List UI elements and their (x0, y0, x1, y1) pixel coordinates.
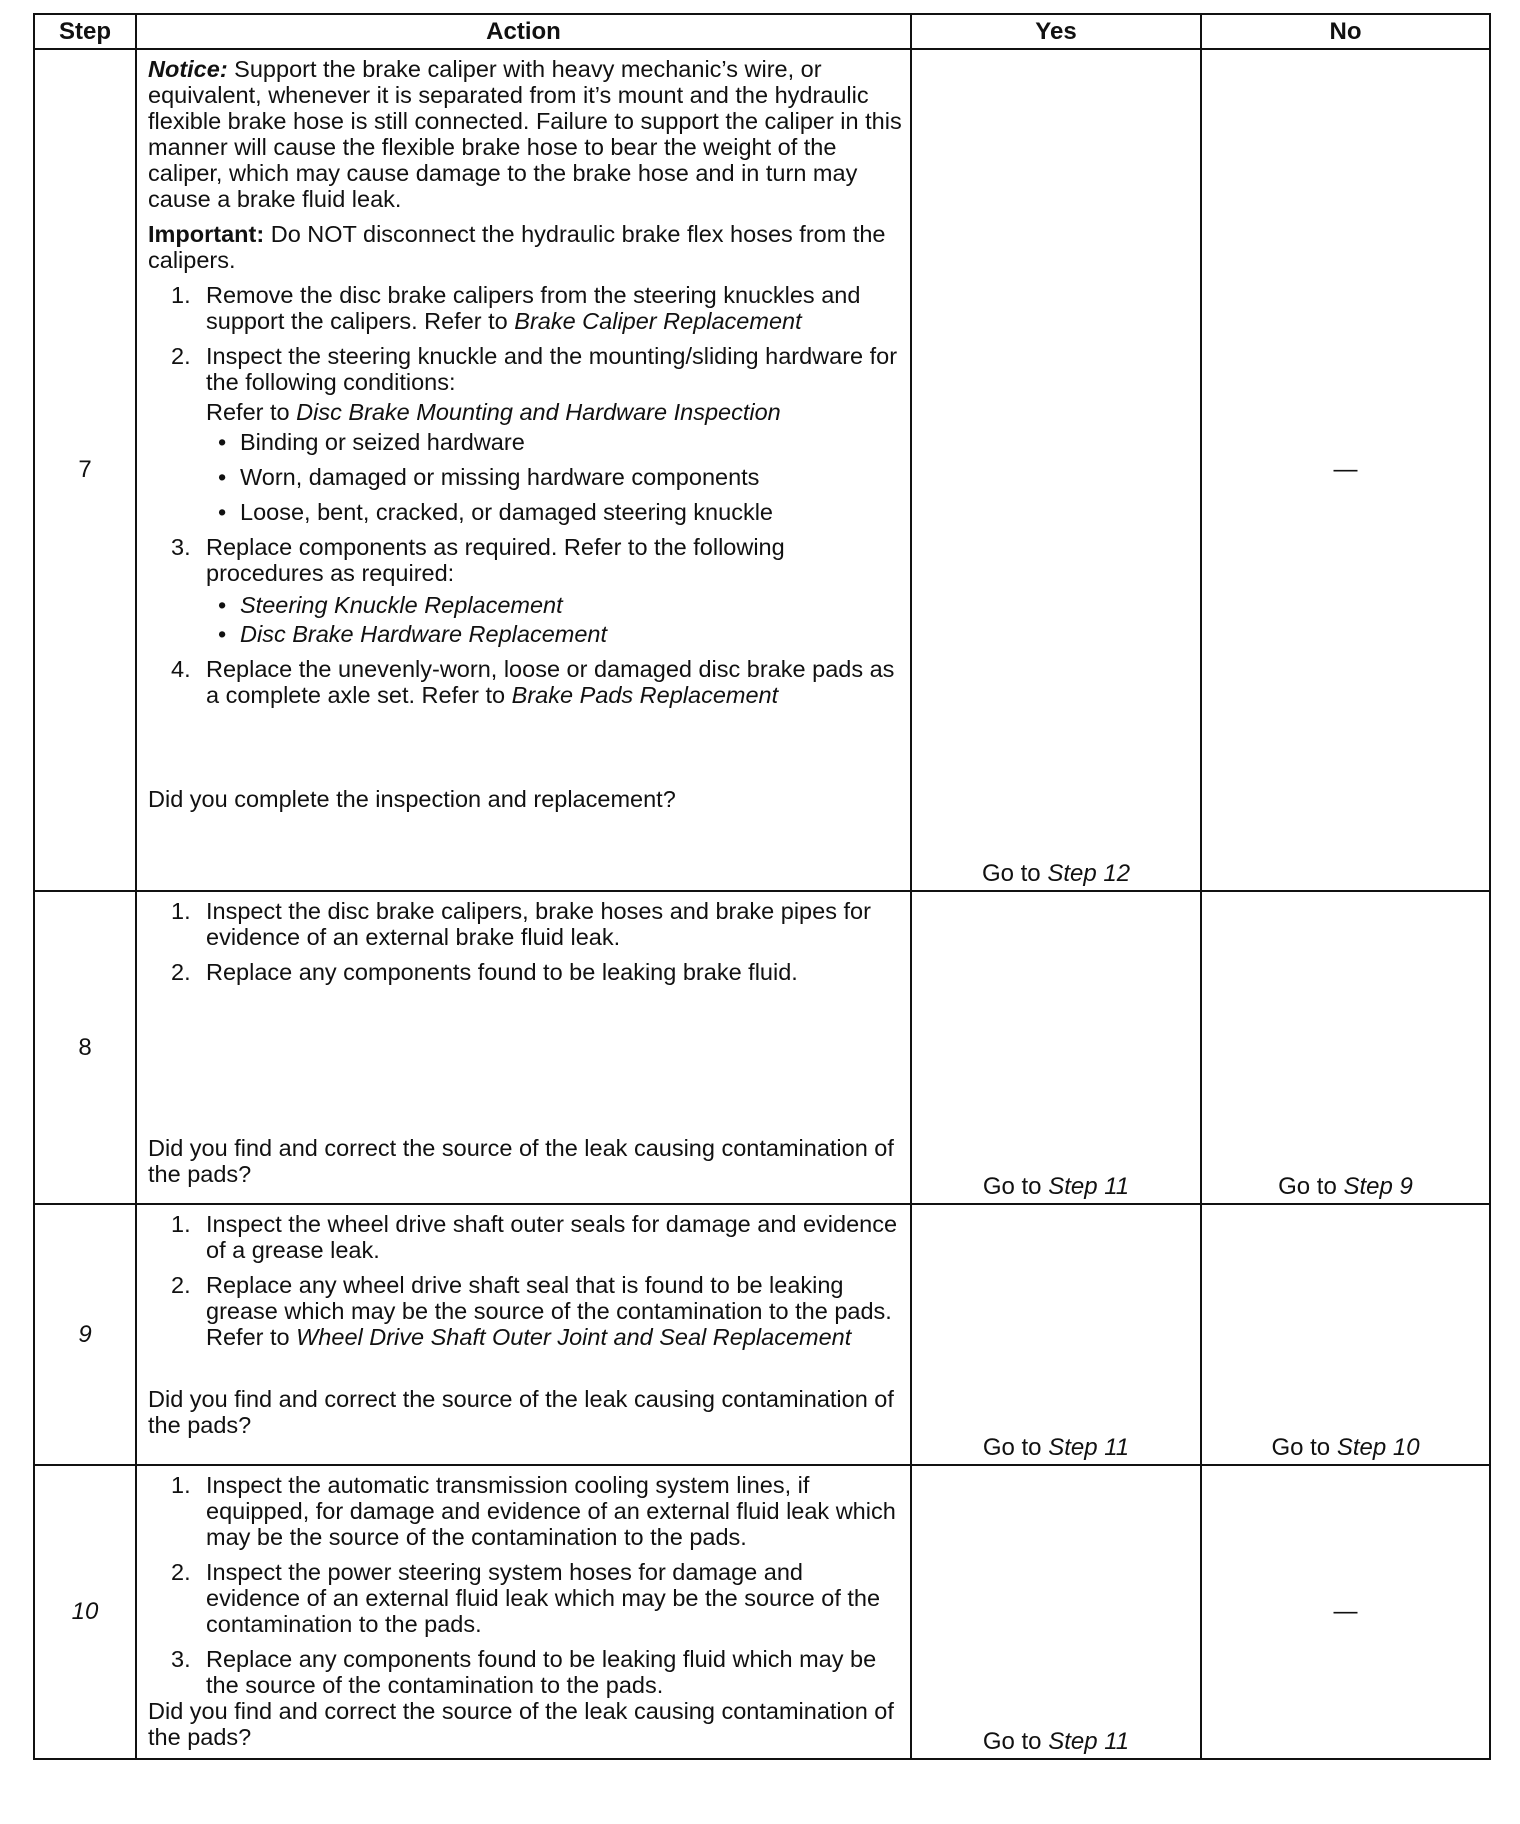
header-step: Step (34, 14, 136, 49)
no-prefix: Go to (1271, 1434, 1337, 1461)
list-item (148, 656, 902, 708)
step-number: 8 (34, 891, 136, 1204)
item-text: Replace the unevenly-worn, loose or damaged disc brake pads as a complete axle set. Refer to (206, 656, 895, 708)
bullet-text: Loose, bent, cracked, or damaged steering knuckle (240, 499, 773, 525)
list-item (148, 1646, 902, 1698)
diagnostic-table (33, 13, 1491, 1760)
bullet-item: • Loose, bent, cracked, or damaged steering knuckle (218, 499, 773, 525)
item-number: 1. (171, 898, 191, 924)
step-number-text: 9 (78, 1320, 92, 1348)
item-text: Replace any components found to be leaking brake fluid. (206, 959, 798, 985)
no-prefix: Go to (1278, 1173, 1344, 1200)
item-number: 3. (171, 534, 191, 560)
step-number (34, 1465, 136, 1759)
yes-prefix: Go to (982, 1434, 1049, 1461)
step-number-text: 10 (71, 1598, 99, 1625)
no-cell (1201, 891, 1490, 1204)
list-item (148, 898, 902, 950)
yes-prefix: Go to (981, 860, 1048, 887)
procedure-list (148, 1211, 902, 1350)
question-text: Did you complete the inspection and replacement? (148, 786, 676, 812)
procedure-reference: Wheel Drive Shaft Outer Joint and Seal Replacement (296, 1324, 852, 1350)
action-cell (136, 891, 911, 1204)
yes-cell (911, 1204, 1201, 1465)
list-item (148, 534, 902, 647)
step-number (34, 1204, 136, 1465)
yes-cell (911, 1465, 1201, 1759)
yes-step-reference: Step 11 (1048, 1434, 1130, 1461)
item-text: Inspect the power steering system hoses for damage and evidence of an external fluid leak which may be the source of the contamination to the pads. (206, 1559, 881, 1637)
item-number: 1. (171, 1211, 191, 1237)
no-cell: — (1201, 49, 1490, 891)
no-step-reference: Step 10 (1336, 1434, 1420, 1461)
no-cell: — (1201, 1465, 1490, 1759)
yes-step-reference: Step 11 (1048, 1173, 1130, 1200)
list-item (148, 1211, 902, 1263)
item-text: Inspect the disc brake calipers, brake hoses and brake pipes for evidence of an external brake fluid leak. (206, 898, 871, 950)
procedure-list (148, 1472, 902, 1698)
procedure-list (148, 282, 902, 708)
list-item (148, 1559, 902, 1637)
step-number: 7 (34, 49, 136, 891)
item-text: Inspect the wheel drive shaft outer seals for damage and evidence of a grease leak. (206, 1211, 898, 1263)
notice-text: Support the brake caliper with heavy mechanic’s wire, or equivalent, whenever it is separated from it’s mount and the hydraulic flexible brake hose is still connected. Failure to support the caliper in this manner will cause the flexible brake hose to bear the weight of the caliper, which may cause damage to the brake hose and in turn may cause a brake fluid leak. (148, 56, 902, 212)
bullet-item: • Binding or seized hardware (218, 429, 525, 455)
item-text: Replace any wheel drive shaft seal that is found to be leaking grease which may be the source of the contamination to the pads. Refer to (206, 1272, 892, 1350)
item-text: Remove the disc brake calipers from the steering knuckles and support the calipers. Refer to (206, 282, 861, 334)
item-number: 3. (171, 1646, 191, 1672)
procedure-list (148, 898, 902, 985)
item-number: 2. (171, 1559, 191, 1585)
procedure-reference-list (206, 592, 902, 647)
question-text: Did you find and correct the source of the leak causing contamination of the pads? (148, 1698, 894, 1750)
item-number: 1. (171, 282, 191, 308)
procedure-reference: Brake Caliper Replacement (514, 308, 802, 334)
bullet-item: • Disc Brake Hardware Replacement (218, 621, 608, 647)
important-paragraph (148, 221, 902, 273)
table-row-step-7 (34, 49, 1490, 891)
table-row-step-10 (34, 1465, 1490, 1759)
list-item (148, 282, 902, 334)
yes-step-reference: Step 11 (1048, 1728, 1130, 1755)
item-number: 4. (171, 656, 191, 682)
action-cell (136, 49, 911, 891)
header-no: No (1201, 14, 1490, 49)
action-cell (136, 1204, 911, 1465)
bullet-text: Binding or seized hardware (240, 429, 525, 455)
item-number: 2. (171, 959, 191, 985)
list-item (148, 959, 902, 985)
no-cell (1201, 1204, 1490, 1465)
important-label: Important: (148, 221, 265, 247)
question-text: Did you find and correct the source of the leak causing contamination of the pads? (148, 1135, 894, 1187)
item-text: Replace any components found to be leaking fluid which may be the source of the contamination to the pads. (206, 1646, 877, 1698)
question-text: Did you find and correct the source of the leak causing contamination of the pads? (148, 1386, 894, 1438)
procedure-reference: Disc Brake Mounting and Hardware Inspection (296, 399, 781, 425)
notice-label: Notice: (148, 56, 228, 82)
bullet-text: Worn, damaged or missing hardware components (240, 464, 760, 490)
table-row-step-9 (34, 1204, 1490, 1465)
refer-text: Refer to (206, 399, 297, 425)
bullet-item: • Worn, damaged or missing hardware components (218, 464, 760, 490)
notice-paragraph (148, 56, 902, 212)
procedure-reference: Steering Knuckle Replacement (240, 592, 563, 618)
header-row (34, 14, 1490, 49)
list-item (148, 1272, 902, 1350)
table-row-step-8 (34, 891, 1490, 1204)
item-text: Replace components as required. Refer to the following procedures as required: (206, 534, 785, 586)
list-item (148, 343, 902, 525)
action-cell (136, 1465, 911, 1759)
yes-cell (911, 49, 1201, 891)
refer-line (206, 399, 902, 425)
yes-prefix: Go to (982, 1173, 1049, 1200)
item-text: Inspect the automatic transmission cooling system lines, if equipped, for damage and evidence of an external fluid leak which may be the source of the contamination to the pads. (206, 1472, 896, 1550)
procedure-reference: Brake Pads Replacement (511, 682, 779, 708)
item-text: Inspect the steering knuckle and the mounting/sliding hardware for the following conditions: (206, 343, 898, 395)
bullet-item: • Steering Knuckle Replacement (218, 592, 563, 618)
yes-prefix: Go to (982, 1728, 1049, 1755)
list-item (148, 1472, 902, 1550)
item-number: 2. (171, 343, 191, 369)
important-text: Do NOT disconnect the hydraulic brake flex hoses from the calipers. (148, 221, 886, 273)
condition-list (206, 429, 902, 525)
item-number: 2. (171, 1272, 191, 1298)
header-action: Action (136, 14, 911, 49)
yes-cell (911, 891, 1201, 1204)
procedure-reference: Disc Brake Hardware Replacement (240, 621, 608, 647)
no-step-reference: Step 9 (1343, 1173, 1413, 1200)
item-number: 1. (171, 1472, 191, 1498)
header-yes: Yes (911, 14, 1201, 49)
yes-step-reference: Step 12 (1047, 860, 1131, 887)
